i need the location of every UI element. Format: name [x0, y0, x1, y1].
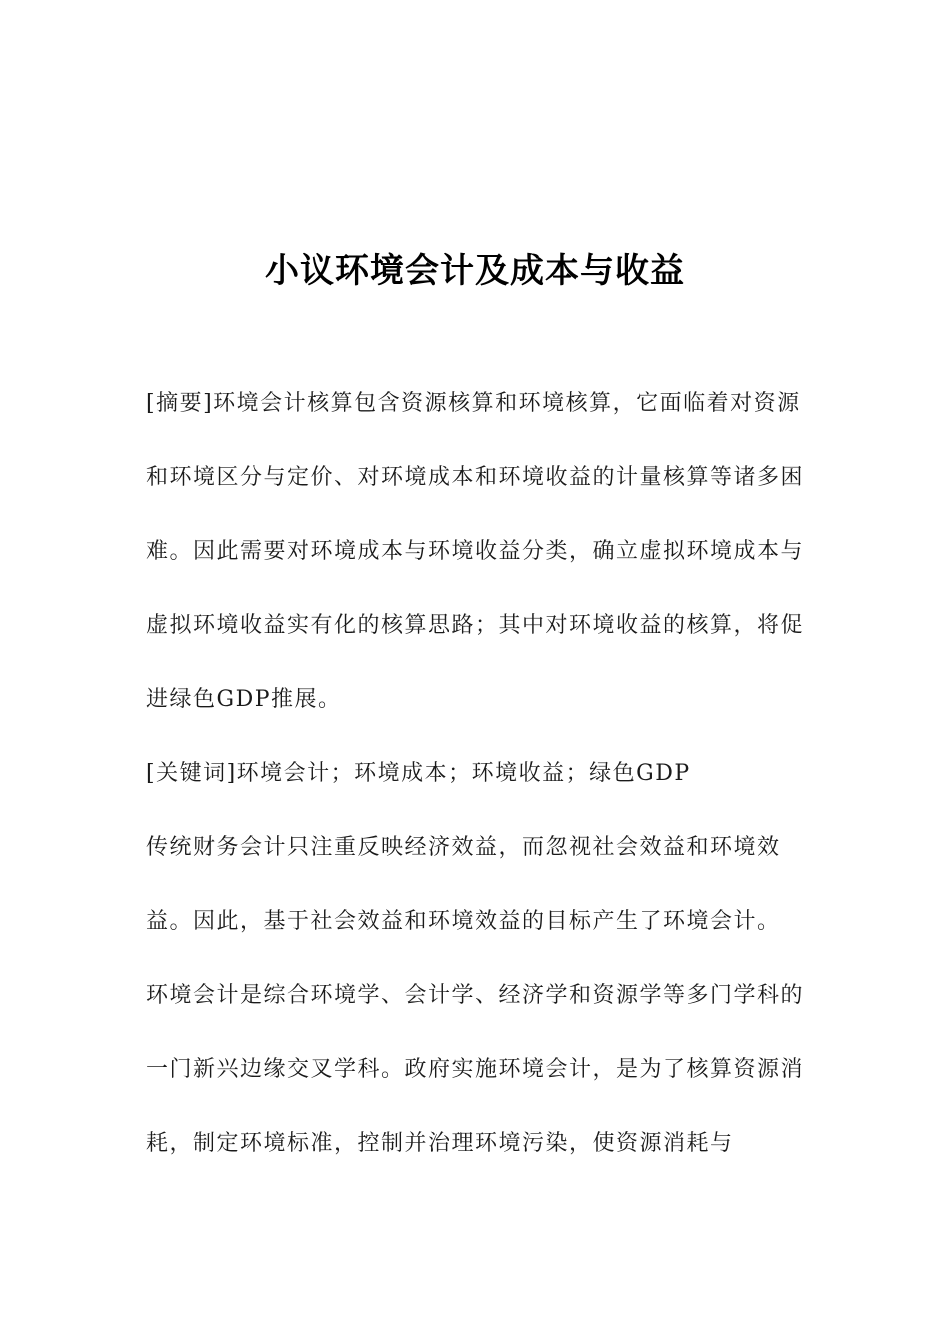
body-paragraph-2-block: [146, 959, 806, 1181]
body-paragraph-1: 传统财务会计只注重反映经济效益，而忽视社会效益和环境效益。因此，基于社会效益和环境效益的目标产生了环境会计。: [146, 835, 781, 934]
body-paragraph-2: 环境会计是综合环境学、会计学、经济学和资源学等多门学科的一门新兴边缘交叉学科。政府实施环境会计，是为了核算资源消耗，制定环境标准，控制并治理环境污染，使资源消耗与: [146, 983, 805, 1156]
keywords-paragraph: [关键词]环境会计；环境成本；环境收益；绿色GDP: [146, 761, 691, 786]
abstract-paragraph: [摘要]环境会计核算包含资源核算和环境核算，它面临着对资源和环境区分与定价、对环境成本和环境收益的计量核算等诸多困难。因此需要对环境成本与环境收益分类，确立虚拟环境成本与虚拟环境收益实有化的核算思路；其中对环境收益的核算，将促进绿色GDP推展。: [146, 391, 805, 712]
document-title: 小议环境会计及成本与收益: [265, 250, 685, 291]
abstract-block: [146, 367, 806, 737]
body-paragraph-1-block: [146, 811, 806, 959]
keywords-block: [146, 737, 806, 811]
